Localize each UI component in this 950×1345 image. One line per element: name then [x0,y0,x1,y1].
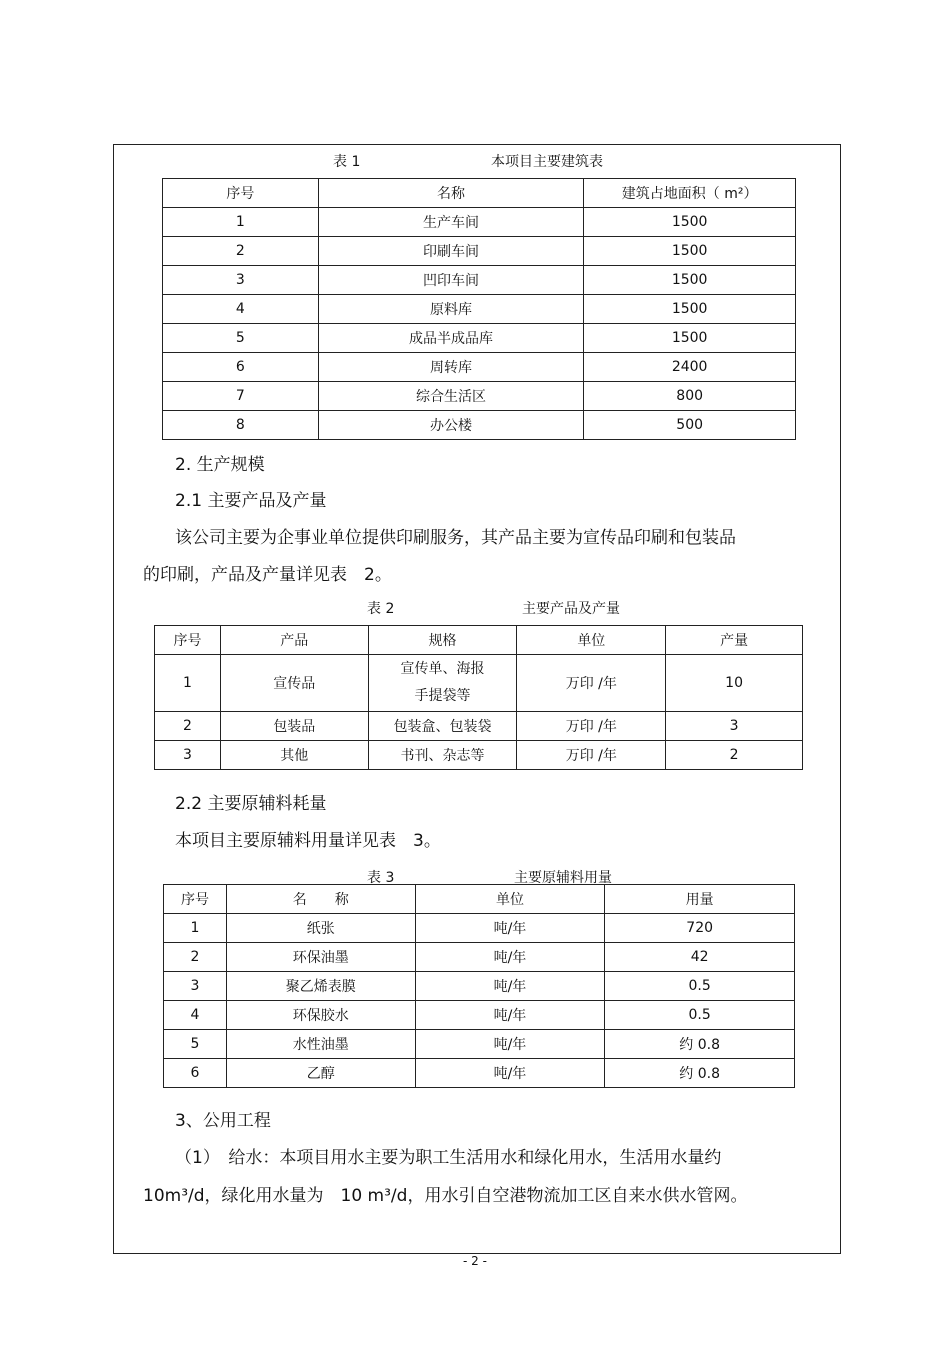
cell: 2 [155,712,221,741]
cell: 3 [164,972,227,1001]
cell: 凹印车间 [318,266,584,295]
cell: 聚乙烯表膜 [226,972,415,1001]
cell: 包装盒、包装袋 [368,712,517,741]
table-row [163,411,796,440]
cell: 4 [164,1001,227,1030]
cell: 500 [584,411,796,440]
cell: 约 0.8 [605,1030,795,1059]
cell: 生产车间 [318,208,584,237]
header-cell: 用量 [605,885,795,914]
table-row [164,1030,795,1059]
header-cell: 序号 [155,626,221,655]
table-row [163,353,796,382]
cell: 720 [605,914,795,943]
table-row [164,914,795,943]
cell: 万印 /年 [517,655,666,712]
header-cell: 名 称 [226,885,415,914]
cell: 乙醇 [226,1059,415,1088]
cell: 10 [666,655,803,712]
page-number: - 2 - [463,1254,487,1268]
paragraph-line: （1） 给水：本项目用水主要为职工生活用水和绿化用水，生活用水量约 [175,1148,722,1168]
section-heading: 2. 生产规模 [175,455,265,475]
cell: 书刊、杂志等 [368,741,517,770]
cell: 约 0.8 [605,1059,795,1088]
cell: 3 [666,712,803,741]
cell: 6 [164,1059,227,1088]
header-cell: 单位 [517,626,666,655]
cell: 2 [666,741,803,770]
table2-caption-title: 主要产品及产量 [522,601,620,617]
cell: 5 [163,324,319,353]
cell: 成品半成品库 [318,324,584,353]
cell: 1500 [584,208,796,237]
table-row [163,324,796,353]
table3-caption-title: 主要原辅料用量 [514,870,612,886]
table2-caption-number: 表 2 [367,601,395,617]
cell: 4 [163,295,319,324]
cell: 1500 [584,295,796,324]
spec-line: 手提袋等 [414,688,471,704]
cell: 1 [164,914,227,943]
cell: 水性油墨 [226,1030,415,1059]
table-row [155,741,803,770]
table-row [163,295,796,324]
table-header-row [155,626,803,655]
cell: 1500 [584,324,796,353]
cell: 吨/年 [415,1001,605,1030]
paragraph-line: 该公司主要为企事业单位提供印刷服务，其产品主要为宣传品印刷和包装品 [175,528,736,548]
table-row [155,655,803,712]
cell: 0.5 [605,972,795,1001]
section-heading: 3、公用工程 [175,1111,271,1131]
cell: 800 [584,382,796,411]
header-cell: 产量 [666,626,803,655]
cell: 1500 [584,237,796,266]
cell: 3 [155,741,221,770]
cell: 办公楼 [318,411,584,440]
header-cell: 建筑占地面积（ m²） [584,179,796,208]
table-row [163,237,796,266]
table-row [163,208,796,237]
cell: 万印 /年 [517,712,666,741]
table-row [163,266,796,295]
cell: 纸张 [226,914,415,943]
cell: 原料库 [318,295,584,324]
section-heading: 2.1 主要产品及产量 [175,491,327,511]
table-header-row [164,885,795,914]
cell: 2 [164,943,227,972]
buildings-table [162,178,796,440]
cell: 7 [163,382,319,411]
table1-caption-title: 本项目主要建筑表 [491,154,603,170]
cell: 其他 [220,741,368,770]
cell: 5 [164,1030,227,1059]
paragraph-line: 10m³/d，绿化用水量为 10 m³/d，用水引自空港物流加工区自来水供水管网。 [143,1186,748,1206]
cell: 吨/年 [415,1030,605,1059]
cell: 2 [163,237,319,266]
header-cell: 产品 [220,626,368,655]
cell: 吨/年 [415,972,605,1001]
table-row [164,972,795,1001]
cell: 万印 /年 [517,741,666,770]
cell: 42 [605,943,795,972]
cell: 印刷车间 [318,237,584,266]
section-heading: 2.2 主要原辅料耗量 [175,794,327,814]
cell: 2400 [584,353,796,382]
table-row [163,382,796,411]
header-cell: 规格 [368,626,517,655]
header-cell: 单位 [415,885,605,914]
cell: 包装品 [220,712,368,741]
paragraph-line: 的印刷，产品及产量详见表 2。 [143,565,392,585]
table-row [164,1001,795,1030]
cell: 周转库 [318,353,584,382]
cell: 宣传品 [220,655,368,712]
table3-caption-number: 表 3 [367,870,395,886]
cell: 1 [155,655,221,712]
cell: 吨/年 [415,914,605,943]
header-cell: 名称 [318,179,584,208]
cell: 环保油墨 [226,943,415,972]
cell: 1 [163,208,319,237]
products-table [154,625,803,770]
cell: 3 [163,266,319,295]
header-cell: 序号 [163,179,319,208]
table-header-row [163,179,796,208]
spec-line: 宣传单、海报 [400,661,485,677]
table-row [164,1059,795,1088]
cell: 综合生活区 [318,382,584,411]
cell: 8 [163,411,319,440]
table-row [155,712,803,741]
spec-cell [368,655,517,712]
materials-table [163,884,795,1088]
cell: 环保胶水 [226,1001,415,1030]
table-row [164,943,795,972]
header-cell: 序号 [164,885,227,914]
cell: 1500 [584,266,796,295]
paragraph-line: 本项目主要原辅料用量详见表 3。 [175,831,441,851]
cell: 吨/年 [415,1059,605,1088]
cell: 0.5 [605,1001,795,1030]
cell: 6 [163,353,319,382]
table1-caption-number: 表 1 [333,154,361,170]
cell: 吨/年 [415,943,605,972]
